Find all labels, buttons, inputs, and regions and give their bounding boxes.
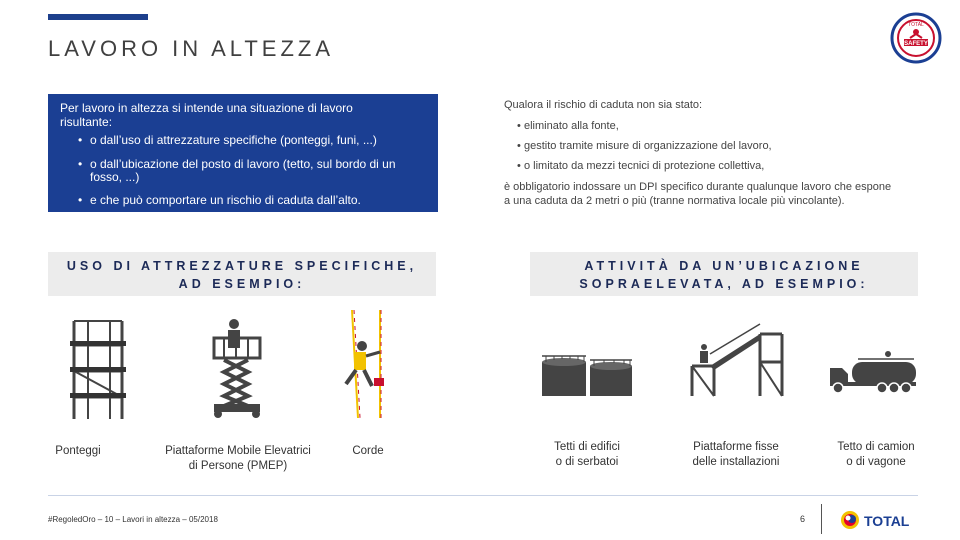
fixed-platform-caption-line: delle installazioni <box>692 456 780 468</box>
footer-separator <box>821 504 822 534</box>
scaffolding-caption: Ponteggi <box>55 445 101 457</box>
elevated-heading-line: SOPRAELEVATA, AD ESEMPIO: <box>579 277 869 291</box>
definition-intro: Per lavoro in altezza si intende una situazione di lavoro risultante: <box>60 101 353 129</box>
scissor-lift-caption <box>150 444 326 474</box>
accent-bar <box>48 14 148 20</box>
fixed-platform-caption <box>680 440 792 470</box>
page-number: 6 <box>800 514 806 524</box>
conditions-conclusion: è obbligatorio indossare un DPI specifico durante qualunque lavoro che espone a una caduta da 2 metri o più (tranne normativa locale più vincolante). <box>504 181 892 207</box>
tank-roof-caption-line: o di serbatoi <box>555 456 619 468</box>
page-title: LAVORO IN ALTEZZA <box>48 36 335 61</box>
elevated-heading-line: ATTIVITÀ DA UN’UBICAZIONE <box>584 259 864 273</box>
tanker-truck-icon <box>828 350 918 399</box>
tanker-truck-caption-line: o di vagone <box>846 456 906 468</box>
tank-roof-icon <box>540 348 634 403</box>
elevated-heading <box>530 252 918 296</box>
footer-text: #RegoledOro – 10 – Lavori in altezza – 05/2018 <box>48 515 218 524</box>
tank-roof-caption <box>540 440 634 470</box>
fixed-platform-icon <box>688 322 786 403</box>
definition-box <box>48 94 438 212</box>
equipment-heading-line: AD ESEMPIO: <box>178 277 306 291</box>
equipment-heading <box>48 252 436 296</box>
conditions-bullet: • o limitato da mezzi tecnici di protezione collettiva, <box>524 160 764 172</box>
conditions-bullet: • eliminato alla fonte, <box>524 120 619 132</box>
definition-bullet: • o dall’uso di attrezzature specifiche (ponteggi, funi, ...) <box>90 134 430 147</box>
footer-divider <box>48 495 918 496</box>
scissor-lift-caption-line: di Persone (PMEP) <box>188 460 288 472</box>
scissor-lift-icon <box>210 318 266 425</box>
rope-access-caption: Corde <box>352 445 384 457</box>
scissor-lift-caption-line: Piattaforme Mobile Elevatrici <box>165 445 311 457</box>
conditions-intro: Qualora il rischio di caduta non sia stato: <box>504 99 703 111</box>
safety-badge-icon <box>890 12 942 64</box>
badge-mid-text: SAFETY <box>904 41 928 47</box>
definition-bullet: • o dall’ubicazione del posto di lavoro (tetto, sul bordo di un fosso, ...) <box>90 158 430 184</box>
total-logo-icon <box>838 506 928 534</box>
definition-bullet: • e che può comportare un rischio di caduta dall’alto. <box>90 194 430 207</box>
fixed-platform-caption-line: Piattaforme fisse <box>693 441 779 453</box>
total-brand-text: TOTAL <box>864 513 910 529</box>
rope-access-icon <box>336 308 396 425</box>
scaffolding-icon <box>66 315 130 428</box>
equipment-heading-line: USO DI ATTREZZATURE SPECIFICHE, <box>66 259 418 273</box>
conditions-bullet: • gestito tramite misure di organizzazione del lavoro, <box>524 140 772 152</box>
badge-top-text: TOTAL <box>908 22 924 28</box>
tank-roof-caption-line: Tetti di edifici <box>554 441 620 453</box>
tanker-truck-caption <box>826 440 926 470</box>
tanker-truck-caption-line: Tetto di camion <box>837 441 915 453</box>
